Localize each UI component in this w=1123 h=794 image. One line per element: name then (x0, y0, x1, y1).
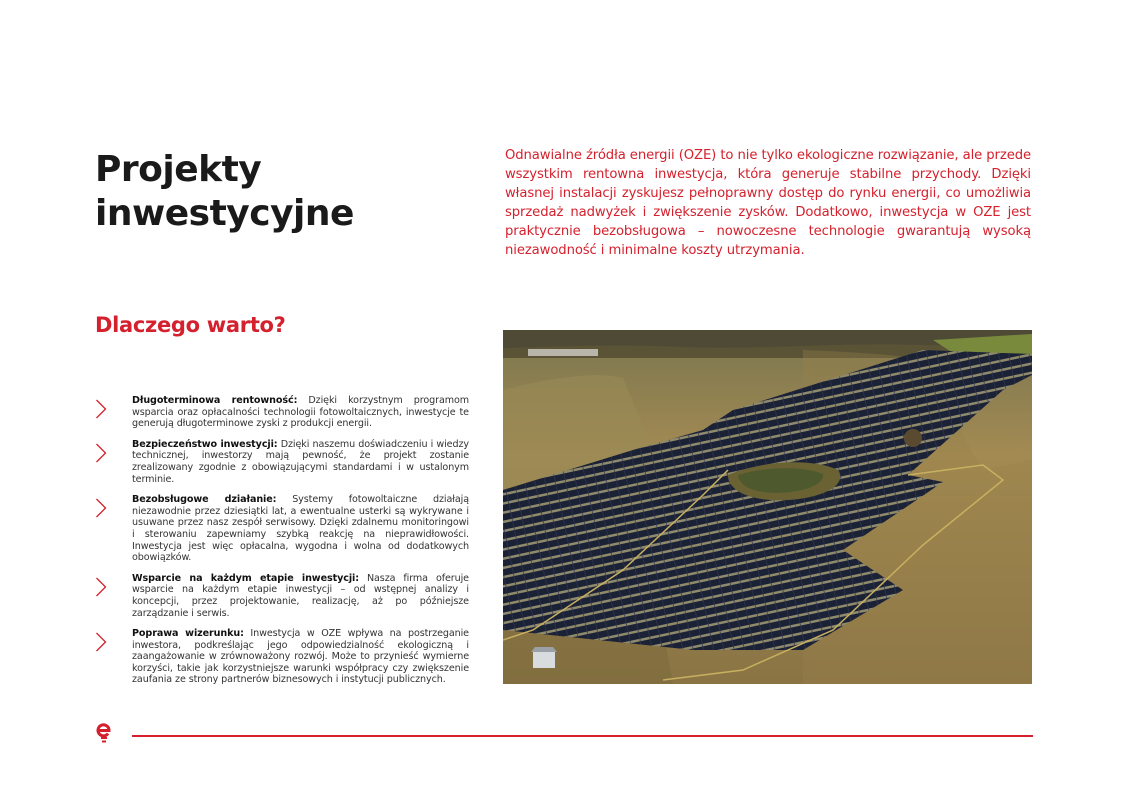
page-title (95, 148, 354, 236)
benefit-item (95, 573, 469, 619)
benefit-text (132, 628, 469, 686)
section-title: Dlaczego warto? (95, 313, 286, 337)
benefits-list (95, 395, 469, 695)
benefit-item (95, 494, 469, 564)
chevron-right-icon (95, 442, 107, 464)
benefit-title: Długoterminowa rentowność: (132, 395, 298, 406)
benefit-title: Bezpieczeństwo inwestycji: (132, 438, 278, 450)
benefit-text (132, 439, 469, 485)
benefit-text (132, 573, 469, 619)
benefit-title: Bezobsługowe działanie: (132, 494, 277, 506)
benefit-item (95, 628, 469, 686)
benefit-text (132, 395, 469, 430)
benefit-description: Inwestycja w OZE wpływa na postrzeganie inwestora, podkreślając jego odpowiedzialność ekologiczną i zaangażowanie w zrównoważony rozwój. Może to przynieść wymierne korzyści, takie jak korzystniejsze warunki współpracy czy zwiększenie zaufania ze strony partnerów biznesowych i instytucji publicznych. (132, 628, 469, 686)
brand-logo-icon (95, 718, 113, 744)
benefit-description: Nasza firma oferuje wsparcie na każdym etapie inwestycji – od wstępnej analizy i koncepcji, przez projektowanie, realizację, aż po późniejsze zarządzanie i serwis. (132, 572, 469, 619)
benefit-description: Dzięki korzystnym programom wsparcia oraz opłacalności technologii fotowoltaicznych, inwestycje te generują długoterminowe zyski z produkcji energii. (132, 395, 470, 430)
solar-farm-aerial-photo (503, 330, 1032, 684)
footer-divider (132, 735, 1033, 737)
intro-paragraph: Odnawialne źródła energii (OZE) to nie tylko ekologiczne rozwiązanie, ale przede wszystkim rentowna inwestycja, która generuje stabilne przychody. Dzięki własnej instalacji zyskujesz pełnoprawny dostęp do rynku energii, co umożliwia sprzedaż nadwyżek i zwiększenie zysków. Dodatkowo, inwestycja w OZE jest praktycznie bezobsługowa – nowoczesne technologie gwarantują wysoką niezawodność i minimalne koszty utrzymania. (505, 148, 1031, 258)
chevron-right-icon (95, 398, 107, 420)
chevron-right-icon (95, 631, 107, 653)
benefit-item (95, 439, 469, 485)
chevron-right-icon (95, 576, 107, 598)
benefit-description: Systemy fotowoltaiczne działają niezawodnie przez dziesiątki lat, a ewentualne usterki są wykrywane i usuwane przez nasz zespół serwisowy. Dzięki zdalnemu monitoringowi i sterowaniu zapewniamy szybką reakcję na nieprawidłowości. Inwestycja jest więc opłacalna, wygodna i wolna od dodatkowych obowiązków. (132, 494, 469, 564)
benefit-description: Dzięki naszemu doświadczeniu i wiedzy technicznej, inwestorzy mają pewność, że projekt zostanie zrealizowany zgodnie z obowiązującymi standardami i w ustalonym terminie. (132, 438, 469, 485)
chevron-right-icon (95, 497, 107, 519)
benefit-item (95, 395, 469, 430)
benefit-text (132, 494, 469, 564)
benefit-title: Wsparcie na każdym etapie inwestycji: (132, 572, 359, 584)
benefit-title: Poprawa wizerunku: (132, 628, 244, 640)
page-title-line-2: inwestycyjne (95, 193, 354, 234)
page-title-line-1: Projekty (95, 149, 262, 190)
